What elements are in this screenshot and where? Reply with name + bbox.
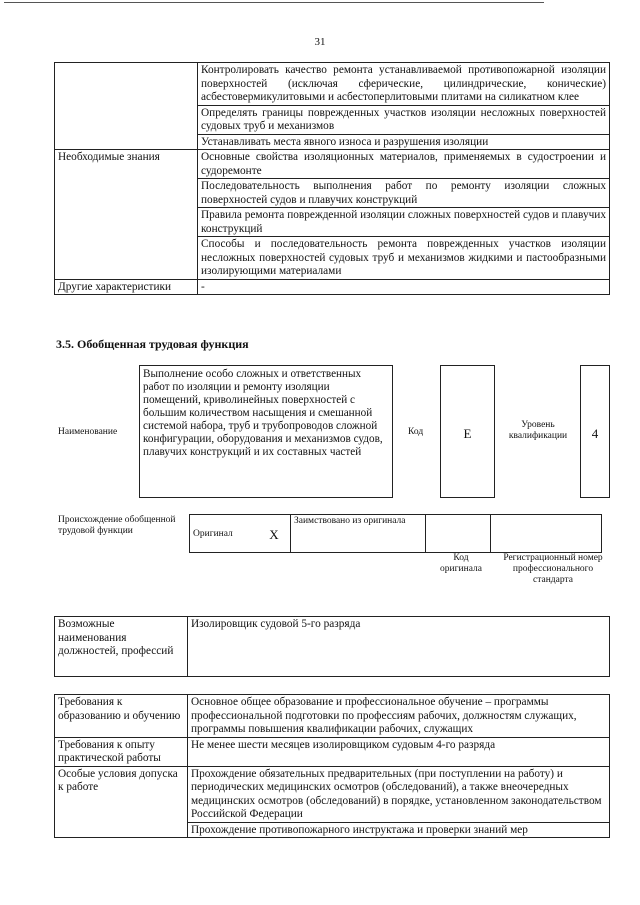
other-item: - <box>198 279 610 295</box>
level-label: Уровень квалификации <box>508 420 568 441</box>
conditions-label: Особые условия допуска к работе <box>55 766 188 838</box>
code-value: E <box>440 365 495 498</box>
education-label: Требования к образованию и обучению <box>55 695 188 738</box>
positions-value: Изолировщик судовой 5-го разряда <box>188 617 610 677</box>
registration-number-cell <box>491 515 602 553</box>
code-label: Код <box>408 427 424 437</box>
row-label: Необходимые знания <box>55 150 198 280</box>
top-rule <box>4 2 544 3</box>
original-label: Оригинал <box>190 515 259 553</box>
origin-table <box>189 514 602 553</box>
table-row <box>55 695 610 738</box>
knowledge-item: Последовательность выполнения работ по ремонту изоляции сложных поверхностей судов и плавучих конструкций <box>198 179 610 208</box>
table-row <box>190 515 602 553</box>
section-heading: 3.5. Обобщенная трудовая функция <box>56 337 249 351</box>
skill-item: Устанавливать места явного износа и разрушения изоляции <box>198 134 610 150</box>
skill-item: Контролировать качество ремонта устанавливаемой противопожарной изоляции поверхностей (исключая сферические, цилиндрические, конические) асбестовермикулитовыми и асбестоперлитовыми плитами на силикатном клее <box>198 63 610 106</box>
requirements-table <box>54 694 610 838</box>
table-row <box>55 150 610 179</box>
table-row <box>55 617 610 677</box>
registration-caption: Регистрационный номер профессионального стандарта <box>503 553 603 585</box>
skill-item: Определять границы поврежденных участков изоляции несложных поверхностей судовых труб и механизмов <box>198 105 610 134</box>
experience-value: Не менее шести месяцев изолировщиком судовым 4-го разряда <box>188 737 610 766</box>
positions-label: Возможные наименования должностей, профессий <box>55 617 188 677</box>
table-row <box>55 63 610 106</box>
origin-label: Происхождение обобщенной трудовой функции <box>58 515 176 536</box>
table-row <box>55 737 610 766</box>
row-label: Другие характеристики <box>55 279 198 295</box>
page-number: 31 <box>314 36 326 48</box>
experience-label: Требования к опыту практической работы <box>55 737 188 766</box>
knowledge-item: Способы и последовательность ремонта поврежденных участков изоляции несложных поверхностей судовых труб и механизмов жидкими и пастообразными изолирующими материалами <box>198 237 610 280</box>
row-label <box>55 63 198 150</box>
conditions-value: Прохождение обязательных предварительных (при поступлении на работу) и периодических медицинских осмотров (обследований), а также внеочередных медицинских осмотров (обследований) в порядке, установленном законодательством Российской Федерации <box>188 766 610 822</box>
name-label: Наименование <box>58 427 118 437</box>
knowledge-item: Основные свойства изоляционных материалов, применяемых в судостроении и судоремонте <box>198 150 610 179</box>
original-code-cell <box>426 515 491 553</box>
original-mark: X <box>258 515 291 553</box>
positions-table <box>54 616 610 677</box>
education-value: Основное общее образование и профессиональное обучение – программы профессиональной подготовки по профессиям рабочих, должностям служащих, программы повышения квалификации рабочих, служащих <box>188 695 610 738</box>
table-row <box>55 279 610 295</box>
conditions-value-2: Прохождение противопожарного инструктажа и проверки знаний мер <box>188 822 610 838</box>
skills-table <box>54 62 610 295</box>
code-caption: Код оригинала <box>440 553 482 574</box>
table-row <box>55 766 610 822</box>
level-value: 4 <box>580 365 610 498</box>
function-name: Выполнение особо сложных и ответственных работ по изоляции и ремонту изоляции помещений, криволинейных поверхностей с большим количеством насыщения и смешанной системой набора, труб и трубопроводов сложной конфигурации, оборудования и механизмов судов, плавучих конструкций и их составных частей <box>139 365 393 498</box>
borrowed-label: Заимствовано из оригинала <box>291 515 426 553</box>
knowledge-item: Правила ремонта поврежденной изоляции сложных поверхностей судов и плавучих конструкций <box>198 208 610 237</box>
